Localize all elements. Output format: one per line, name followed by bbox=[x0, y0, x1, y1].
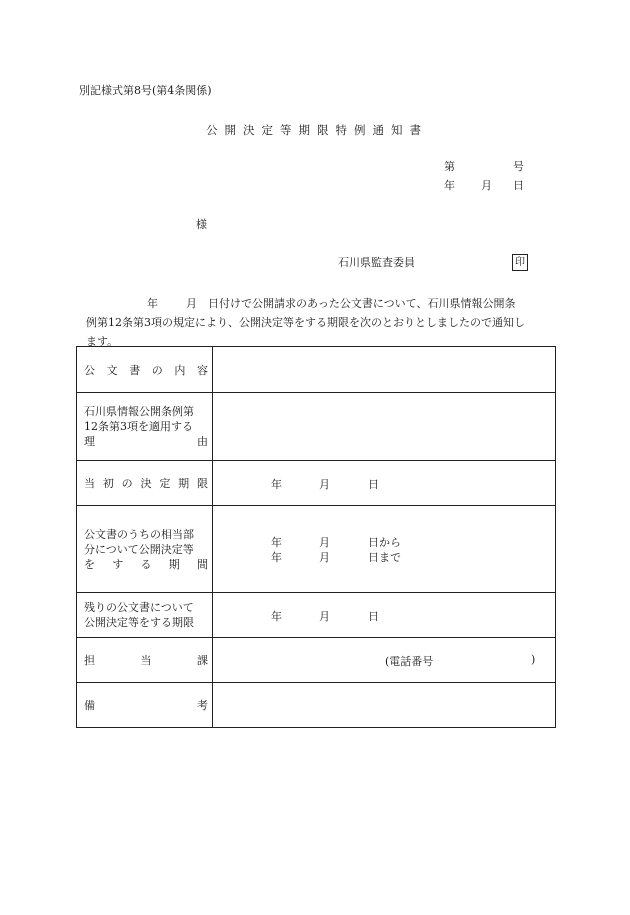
table-row bbox=[77, 347, 556, 393]
department-value bbox=[213, 638, 556, 683]
issue-date-day: 日 bbox=[513, 179, 524, 192]
reference-number-suffix: 号 bbox=[513, 160, 524, 173]
table-row bbox=[77, 393, 556, 461]
remarks-value bbox=[213, 683, 556, 728]
issue-date-year: 年 bbox=[444, 179, 455, 192]
form-number-label: 別記様式第8号(第4条関係) bbox=[79, 84, 212, 97]
row-label-reason: 石川県情報公開条例第 12条第3項を適用する 理由 bbox=[77, 393, 213, 461]
seal-mark: 印 bbox=[512, 254, 528, 271]
notice-body bbox=[86, 294, 556, 351]
row-label-remarks: 備考 bbox=[77, 683, 213, 728]
row-label-document-content: 公文書の内容 bbox=[77, 347, 213, 393]
body-line-3: ます。 bbox=[86, 335, 119, 348]
row-label-remaining-deadline: 残りの公文書について 公開決定等をする期限 bbox=[77, 593, 213, 638]
body-month: 月 bbox=[186, 297, 197, 310]
body-line-2: 例第12条第3項の規定により、公開決定等をする期限を次のとおりとしましたので通知し bbox=[86, 316, 525, 329]
body-year: 年 bbox=[147, 297, 158, 310]
table-row bbox=[77, 593, 556, 638]
table-row bbox=[77, 461, 556, 506]
phone-number-close: ) bbox=[531, 652, 536, 666]
phone-number-open: (電話番号 bbox=[385, 654, 434, 668]
addressee-honorific: 様 bbox=[196, 218, 207, 231]
issuer-name: 石川県監査委員 bbox=[338, 256, 415, 269]
table-row bbox=[77, 506, 556, 593]
partial-period-value: 年 月 日から 年 月 日まで bbox=[213, 506, 556, 593]
row-label-department: 担当課 bbox=[77, 638, 213, 683]
row-label-initial-deadline: 当初の決定期限 bbox=[77, 461, 213, 506]
issue-date-month: 月 bbox=[481, 179, 492, 192]
reason-value bbox=[213, 393, 556, 461]
row-label-partial-period: 公文書のうちの相当部 分について公開決定等 をする期間 bbox=[77, 506, 213, 593]
notice-details-table bbox=[76, 346, 556, 728]
remaining-deadline-value: 年 月 日 bbox=[213, 593, 556, 638]
table-row bbox=[77, 638, 556, 683]
document-title: 公開決定等期限特例通知書 bbox=[206, 123, 428, 137]
initial-deadline-value: 年 月 日 bbox=[213, 461, 556, 506]
document-content-value bbox=[213, 347, 556, 393]
table-row bbox=[77, 683, 556, 728]
body-line-1: 日付けで公開請求のあった公文書について、石川県情報公開条 bbox=[208, 297, 516, 310]
reference-number-prefix: 第 bbox=[444, 160, 455, 173]
